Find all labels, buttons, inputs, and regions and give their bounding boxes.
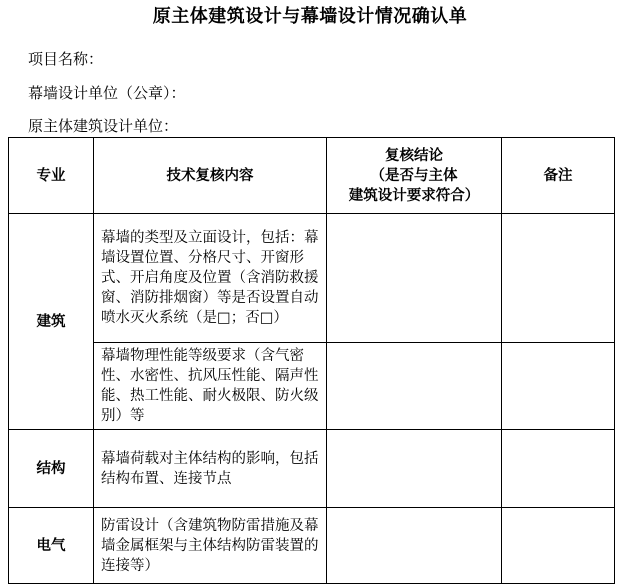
content-cell: 幕墙物理性能等级要求（含气密性、水密性、抗风压性能、隔声性能、热工性能、耐火极限、防火级别）等 bbox=[94, 343, 327, 430]
conclusion-cell[interactable] bbox=[327, 214, 502, 343]
major-cell-electrical: 电气 bbox=[9, 508, 94, 584]
remark-cell[interactable] bbox=[502, 430, 615, 508]
major-cell-structure: 结构 bbox=[9, 430, 94, 508]
main-design-unit-label: 原主体建筑设计单位： bbox=[28, 117, 179, 135]
content-cell: 防雷设计（含建筑物防雷措施及幕墙金属框架与主体结构防雷装置的连接等） bbox=[94, 508, 327, 584]
remark-cell[interactable] bbox=[502, 214, 615, 343]
curtain-wall-unit-label: 幕墙设计单位（公章）： bbox=[28, 84, 186, 102]
header-conclusion-line3: 建筑设计要求符合） bbox=[348, 187, 480, 204]
conclusion-cell[interactable] bbox=[327, 343, 502, 430]
header-content: 技术复核内容 bbox=[94, 138, 327, 214]
content-cell: 幕墙的类型及立面设计，包括：幕墙设置位置、分格尺寸、开窗形式、开启角度及位置（含消防救援窗、消防排烟窗）等是否设置自动喷水灭火系统（是□；否□） bbox=[94, 214, 327, 343]
table-row bbox=[9, 430, 615, 508]
content-cell: 幕墙荷载对主体结构的影响，包括结构布置、连接节点 bbox=[94, 430, 327, 508]
document-title: 原主体建筑设计与幕墙设计情况确认单 bbox=[152, 6, 468, 27]
confirmation-table bbox=[8, 137, 615, 584]
header-row bbox=[9, 138, 615, 214]
header-major: 专业 bbox=[9, 138, 94, 214]
major-cell-architecture: 建筑 bbox=[9, 214, 94, 430]
conclusion-cell[interactable] bbox=[327, 430, 502, 508]
header-remark: 备注 bbox=[502, 138, 615, 214]
header-conclusion-line2: （是否与主体 bbox=[370, 167, 458, 184]
header-conclusion-line1: 复核结论 bbox=[385, 147, 443, 164]
table-row bbox=[9, 508, 615, 584]
remark-cell[interactable] bbox=[502, 343, 615, 430]
conclusion-cell[interactable] bbox=[327, 508, 502, 584]
header-conclusion bbox=[327, 138, 502, 214]
project-name-label: 项目名称： bbox=[28, 50, 104, 68]
remark-cell[interactable] bbox=[502, 508, 615, 584]
table-row bbox=[9, 214, 615, 343]
table-row bbox=[9, 343, 615, 430]
